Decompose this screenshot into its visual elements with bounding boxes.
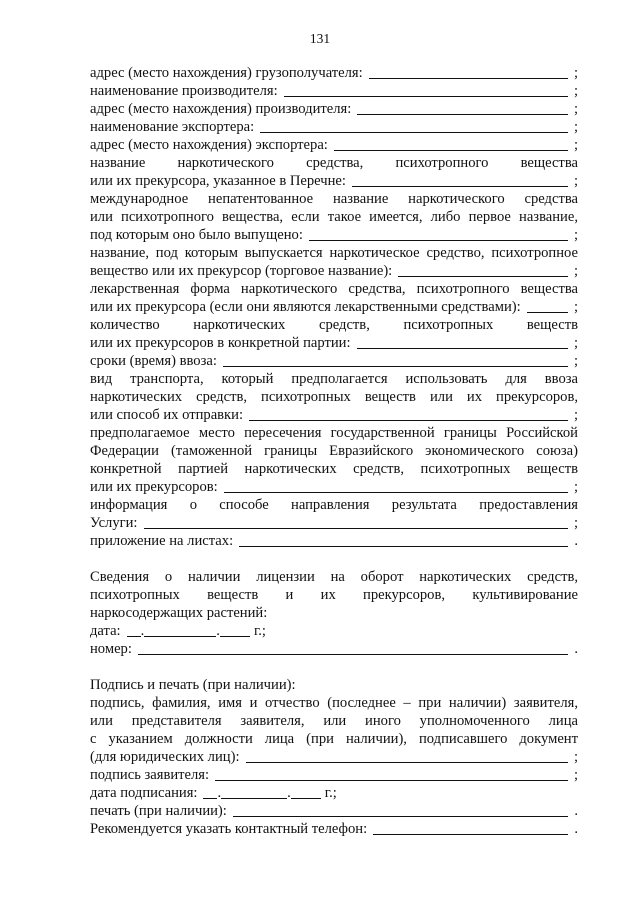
license-date-field[interactable]: дата: . . г.; (90, 623, 266, 639)
field-label: наименование производителя: (90, 83, 278, 99)
field-label: или способ их отправки: (90, 407, 244, 423)
blank-line (284, 95, 568, 97)
transport-field[interactable]: или способ их отправки: ; (90, 407, 578, 423)
quantity-field[interactable]: или их прекурсоров в конкретной партии: ; (90, 335, 578, 351)
field-label: наименование экспортера: (90, 119, 255, 135)
license-section-label: Сведения о наличии лицензии на оборот наркотических средств, (90, 569, 578, 585)
signature-section-label: или представителя заявителя, или иного уполномоченного лица (90, 713, 578, 729)
month-blank[interactable] (144, 635, 216, 637)
license-section-label: наркосодержащих растений: (90, 605, 268, 621)
blank-line (138, 653, 568, 655)
blank-line (239, 545, 568, 547)
field-label: Рекомендуется указать контактный телефон: (90, 821, 368, 837)
border-crossing-label: Федерации (таможенной границы Евразийского экономического союза) (90, 443, 578, 459)
attachments-field[interactable]: приложение на листах: . (90, 533, 578, 549)
exporter-name-field[interactable]: наименование экспортера: ; (90, 119, 578, 135)
blank-line (144, 527, 569, 529)
transport-label: наркотических средств, психотропных веществ или их прекурсоров, (90, 389, 578, 405)
exporter-address-field[interactable]: адрес (место нахождения) экспортера: ; (90, 137, 578, 153)
manufacturer-name-field[interactable]: наименование производителя: ; (90, 83, 578, 99)
blank-line (233, 815, 568, 817)
day-blank[interactable] (203, 797, 217, 799)
blank-line (249, 419, 568, 421)
month-blank[interactable] (221, 797, 287, 799)
legal-entity-signature-field[interactable]: (для юридических лиц): ; (90, 749, 578, 765)
blank-line (223, 365, 568, 367)
delivery-method-label: информация о способе направления результата предоставления (90, 497, 578, 513)
blank-line (398, 275, 568, 277)
substance-name-label: название наркотического средства, психотропного вещества (90, 155, 578, 171)
border-crossing-label: предполагаемое место пересечения государственной границы Российской (90, 425, 578, 441)
blank-line (260, 131, 568, 133)
field-label: адрес (место нахождения) производителя: (90, 101, 352, 117)
dosage-form-label: лекарственная форма наркотического средства, психотропного вещества (90, 281, 578, 297)
blank-line (357, 347, 568, 349)
trade-name-label: название, под которым выпускается наркотическое средство, психотропное (90, 245, 578, 261)
field-label: адрес (место нахождения) грузополучателя: (90, 65, 363, 81)
signature-section-label: с указанием должности лица (при наличии), подписавшего документ (90, 731, 578, 747)
day-blank[interactable] (127, 635, 141, 637)
inn-label: или психотропного вещества, если такое имеется, либо первое название, (90, 209, 578, 225)
license-section-label: психотропных веществ и их прекурсоров, культивирование (90, 587, 578, 603)
signature-section-title: Подпись и печать (при наличии): (90, 677, 296, 693)
import-period-field[interactable]: сроки (время) ввоза: ; (90, 353, 578, 369)
year-blank[interactable] (220, 635, 250, 637)
field-label: или их прекурсоров в конкретной партии: (90, 335, 351, 351)
field-label: номер: (90, 641, 132, 657)
field-label: или их прекурсора, указанное в Перечне: (90, 173, 346, 189)
manufacturer-address-field[interactable]: адрес (место нахождения) производителя: ; (90, 101, 578, 117)
border-crossing-label: конкретной партией наркотических средств, психотропных веществ (90, 461, 578, 477)
blank-line (215, 779, 568, 781)
border-crossing-field[interactable]: или их прекурсоров: ; (90, 479, 578, 495)
field-label: дата: (90, 623, 121, 639)
field-label: или их прекурсоров: (90, 479, 218, 495)
year-blank[interactable] (291, 797, 321, 799)
field-label: (для юридических лиц): (90, 749, 240, 765)
field-label: подпись заявителя: (90, 767, 210, 783)
field-label: вещество или их прекурсор (торговое название): (90, 263, 393, 279)
inn-label: международное непатентованное название наркотического средства (90, 191, 578, 207)
inn-field[interactable]: под которым оно было выпущено: ; (90, 227, 578, 243)
field-label: адрес (место нахождения) экспортера: (90, 137, 328, 153)
field-label: дата подписания: (90, 785, 198, 801)
blank-line (373, 833, 568, 835)
substance-name-field[interactable]: или их прекурсора, указанное в Перечне: ; (90, 173, 578, 189)
stamp-field[interactable]: печать (при наличии): . (90, 803, 578, 819)
blank-line (334, 149, 568, 151)
page-number: 131 (309, 31, 331, 46)
field-label: сроки (время) ввоза: (90, 353, 217, 369)
signing-date-field[interactable]: дата подписания: . . г.; (90, 785, 337, 801)
field-label: или их прекурсора (если они являются лекарственными средствами): (90, 299, 521, 315)
blank-line (246, 761, 569, 763)
field-label: печать (при наличии): (90, 803, 227, 819)
blank-line (369, 77, 568, 79)
signature-section-label: подпись, фамилия, имя и отчество (последнее – при наличии) заявителя, (90, 695, 578, 711)
applicant-signature-field[interactable]: подпись заявителя: ; (90, 767, 578, 783)
field-label: приложение на листах: (90, 533, 234, 549)
blank-line (527, 311, 568, 313)
field-label: Услуги: (90, 515, 138, 531)
license-number-field[interactable]: номер: . (90, 641, 578, 657)
dosage-form-field[interactable]: или их прекурсора (если они являются лекарственными средствами): ; (90, 299, 578, 315)
field-label: под которым оно было выпущено: (90, 227, 303, 243)
blank-line (309, 239, 568, 241)
contact-phone-field[interactable]: Рекомендуется указать контактный телефон: . (90, 821, 578, 837)
blank-line (352, 185, 568, 187)
blank-line (224, 491, 568, 493)
consignee-address-field[interactable]: адрес (место нахождения) грузополучателя: ; (90, 65, 578, 81)
quantity-label: количество наркотических средств, психотропных веществ (90, 317, 578, 333)
trade-name-field[interactable]: вещество или их прекурсор (торговое название): ; (90, 263, 578, 279)
transport-label: вид транспорта, который предполагается использовать для ввоза (90, 371, 578, 387)
delivery-method-field[interactable]: Услуги: ; (90, 515, 578, 531)
blank-line (357, 113, 568, 115)
